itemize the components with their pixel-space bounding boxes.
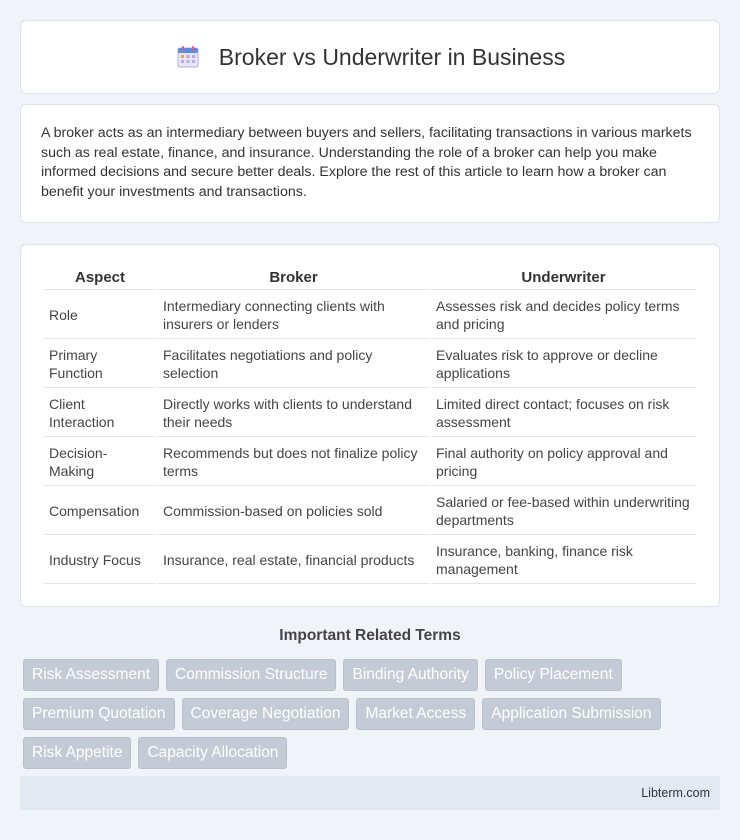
column-header-aspect: Aspect <box>44 268 156 290</box>
table-row <box>44 488 696 535</box>
footer <box>20 776 720 810</box>
related-terms-section <box>20 627 720 769</box>
table-cell-underwriter: Limited direct contact; focuses on risk assessment <box>431 390 696 437</box>
tag-capacity-allocation[interactable]: Capacity Allocation <box>138 737 287 769</box>
table-row <box>44 390 696 437</box>
related-terms-list <box>20 659 700 769</box>
intro-text: A broker acts as an intermediary between buyers and sellers, facilitating transactions in various markets such as real estate, finance, and insurance. Understanding the role of a broker can help you make informed decisions and secure better deals. Explore the rest of this article to learn how a broker can benefit your investments and transactions. <box>41 125 692 200</box>
table-cell-underwriter: Evaluates risk to approve or decline applications <box>431 341 696 388</box>
table-cell-underwriter: Final authority on policy approval and pricing <box>431 439 696 486</box>
table-row <box>44 341 696 388</box>
tag-commission-structure[interactable]: Commission Structure <box>166 659 336 691</box>
tag-binding-authority[interactable]: Binding Authority <box>343 659 477 691</box>
table-cell-broker: Commission-based on policies sold <box>158 488 429 535</box>
table-cell-aspect: Client Interaction <box>44 390 156 437</box>
tag-coverage-negotiation[interactable]: Coverage Negotiation <box>182 698 350 730</box>
intro-card <box>20 104 720 223</box>
table-cell-aspect: Role <box>44 292 156 339</box>
comparison-table <box>42 266 698 586</box>
tag-application-submission[interactable]: Application Submission <box>482 698 660 730</box>
tag-policy-placement[interactable]: Policy Placement <box>485 659 622 691</box>
table-cell-underwriter: Salaried or fee-based within underwriting departments <box>431 488 696 535</box>
table-cell-broker: Insurance, real estate, financial products <box>158 537 429 584</box>
table-cell-underwriter: Insurance, banking, finance risk management <box>431 537 696 584</box>
tag-market-access[interactable]: Market Access <box>356 698 475 730</box>
column-header-underwriter: Underwriter <box>431 268 696 290</box>
page-title: Broker vs Underwriter in Business <box>218 43 566 70</box>
table-cell-aspect: Industry Focus <box>44 537 156 584</box>
page-header <box>20 20 720 94</box>
tag-risk-appetite[interactable]: Risk Appetite <box>23 737 131 769</box>
tag-premium-quotation[interactable]: Premium Quotation <box>23 698 175 730</box>
comparison-card <box>20 244 720 607</box>
table-cell-broker: Recommends but does not finalize policy terms <box>158 439 429 486</box>
table-cell-aspect: Primary Function <box>44 341 156 388</box>
column-header-broker: Broker <box>158 268 429 290</box>
calendar-icon <box>175 44 201 70</box>
table-cell-broker: Directly works with clients to understand their needs <box>158 390 429 437</box>
table-header-row <box>44 268 696 290</box>
tag-risk-assessment[interactable]: Risk Assessment <box>23 659 159 691</box>
table-row <box>44 537 696 584</box>
table-row <box>44 292 696 339</box>
related-terms-title: Important Related Terms <box>279 627 461 644</box>
table-cell-aspect: Compensation <box>44 488 156 535</box>
table-cell-aspect: Decision-Making <box>44 439 156 486</box>
table-cell-broker: Facilitates negotiations and policy selection <box>158 341 429 388</box>
footer-site-link[interactable]: Libterm.com <box>641 786 710 800</box>
table-row <box>44 439 696 486</box>
table-cell-broker: Intermediary connecting clients with insurers or lenders <box>158 292 429 339</box>
table-cell-underwriter: Assesses risk and decides policy terms and pricing <box>431 292 696 339</box>
